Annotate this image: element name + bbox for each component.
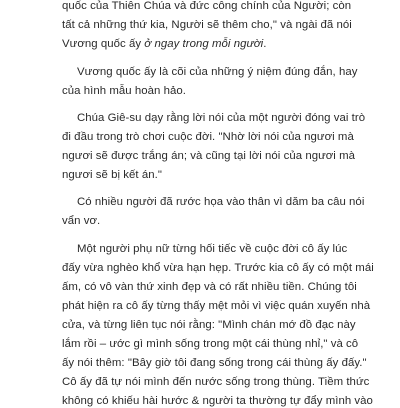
emphasis-text: ở ngay trong mỗi người	[144, 38, 264, 50]
text-line: Chúa Giê-su dạy rằng lời nói của một người đóng vai trò	[77, 112, 366, 124]
text-line: ấm, có vô vàn thứ xinh đẹp và có rất nhiều tiền. Chúng tôi	[62, 281, 357, 293]
text-line: ngươi sẽ được trắng án; và cũng tại lời nói của ngươi mà	[62, 150, 355, 162]
text-line: Vương quốc ấy là cõi của những ý niệm đúng đắn, hay	[77, 66, 358, 78]
text-line: Có nhiều người đã rước họa vào thân vì dăm ba câu nói	[77, 196, 365, 208]
text-line: Cô ấy đã tự nói mình đến nước sống trong thùng. Tiềm thức	[62, 376, 370, 388]
text-line: không có khiếu hài hước & người ta thường tự đẩy mình vào	[62, 395, 373, 407]
text-line: tất cả những thứ kia, Người sẽ thêm cho," và ngài đã nói	[62, 19, 352, 31]
text-line: phát hiện ra cô ấy từng thấy mệt mỏi vì việc quán xuyến nhà	[62, 300, 371, 312]
text-line: đi đầu trong trò chơi cuộc đời. "Nhờ lời nói của ngươi mà	[62, 131, 354, 143]
text-line: ngươi sẽ bị kết án."	[62, 169, 162, 181]
text-run: Vương quốc ấy	[62, 38, 145, 50]
text-line: cửa, và từng liên tục nói rằng: "Mình chán mớ đồ đạc này	[62, 319, 356, 331]
text-line: ấy nói thêm: "Bây giờ tôi đang sống trong cái thùng ấy đấy."	[62, 357, 367, 369]
text-line	[62, 37, 266, 51]
text-line: Một người phụ nữ từng hối tiếc về cuộc đời cô ấy lúc	[77, 243, 348, 255]
text-line: vẩn vơ.	[62, 215, 101, 227]
text-line: lắm rồi – ước gì mình sống trong một cái thùng nhỉ," và cô	[62, 338, 359, 350]
text-line: của hình mẫu hoàn hảo.	[62, 85, 186, 97]
text-line: đấy vừa nghèo khổ vừa hạn hẹp. Trước kia cô ấy có một mái	[62, 262, 374, 274]
text-run: .	[263, 38, 267, 50]
book-page	[62, 0, 374, 407]
text-line: quốc của Thiên Chúa và đức công chính của Người; còn	[62, 0, 352, 12]
